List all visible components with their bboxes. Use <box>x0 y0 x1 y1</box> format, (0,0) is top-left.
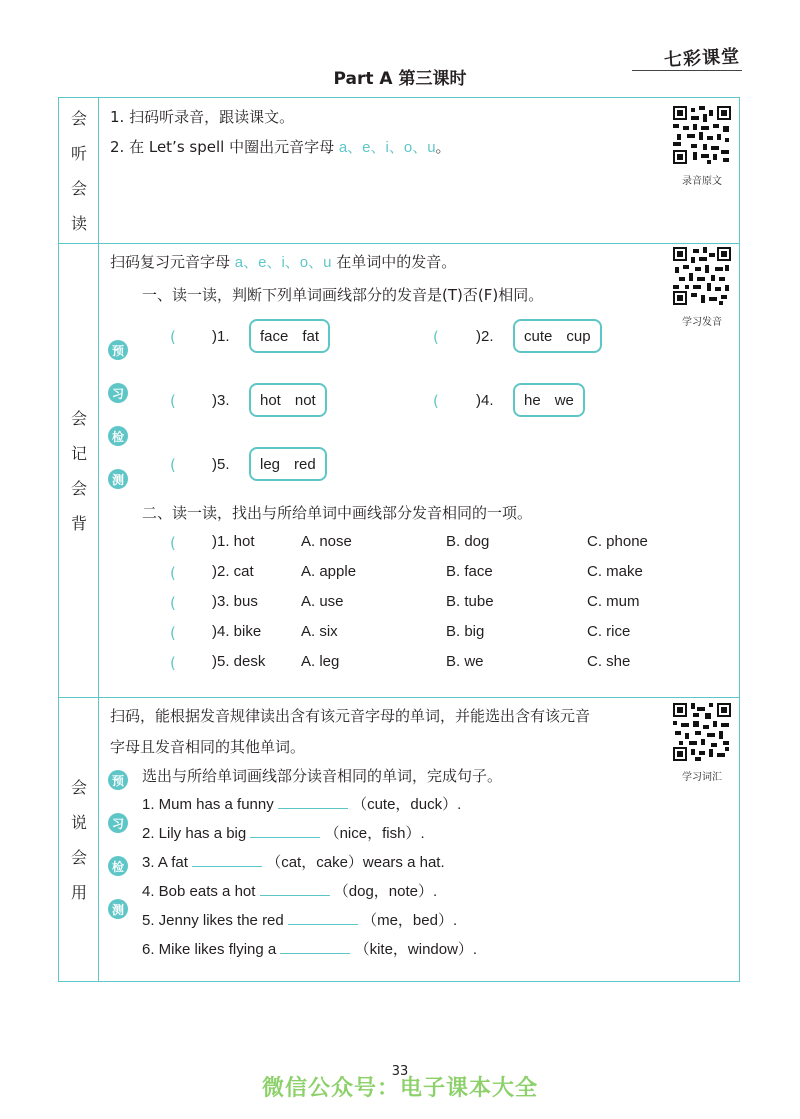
badge-xi: 习 <box>108 813 128 833</box>
question: )3. bus <box>212 593 258 610</box>
word: face <box>260 327 289 345</box>
answer-blank[interactable] <box>278 794 348 809</box>
badge-ce: 测 <box>108 899 128 919</box>
sentence-text: 6. Mike likes flying a <box>142 941 277 958</box>
answer-blank[interactable] <box>260 881 330 896</box>
answer-blank[interactable] <box>250 823 320 838</box>
sec3-task: 选出与所给单词画线部分读音相同的单词，完成句子。 <box>142 767 503 785</box>
option-c[interactable]: C. rice <box>587 623 631 640</box>
word-pair-box <box>513 383 585 417</box>
sentence-options: （dog，note）. <box>333 883 438 900</box>
answer-paren[interactable]: ( <box>170 624 176 642</box>
word: not <box>294 391 316 409</box>
option-c[interactable]: C. make <box>587 563 643 580</box>
sentence-options: （me，bed）. <box>362 912 458 929</box>
answer-paren[interactable]: ( <box>170 534 176 552</box>
answer-blank[interactable] <box>288 910 358 925</box>
side-char: 会 <box>70 848 87 867</box>
sentence <box>142 909 457 930</box>
side-char: 会 <box>70 409 87 428</box>
choice-row <box>170 563 643 582</box>
side-char: 用 <box>70 883 87 902</box>
question: )2. cat <box>212 563 254 580</box>
item-num: )4. <box>476 392 494 409</box>
sentence <box>142 851 445 872</box>
sec2-intro-prefix: 扫码复习元音字母 <box>110 253 235 271</box>
answer-paren[interactable]: ( <box>170 456 176 474</box>
badge-xi: 习 <box>108 383 128 403</box>
sentence-text: 5. Jenny likes the red <box>142 912 284 929</box>
answer-blank[interactable] <box>280 939 350 954</box>
option-a[interactable]: A. leg <box>301 653 340 670</box>
option-b[interactable]: B. face <box>446 563 493 580</box>
sentence-text: 3. A fat <box>142 854 188 871</box>
item-num: )3. <box>212 392 230 409</box>
section1-side-label <box>60 99 98 243</box>
item-num: )5. <box>212 456 230 473</box>
qr-label: 学习发音 <box>682 317 722 328</box>
sentence-text: 1. Mum has a funny <box>142 796 274 813</box>
option-a[interactable]: A. six <box>301 623 338 640</box>
sentence-options: （cat，cake）wears a hat. <box>266 854 445 871</box>
side-char: 说 <box>70 813 87 832</box>
brand-logo: 七彩课堂 <box>663 46 741 71</box>
qr-label: 学习词汇 <box>682 772 722 783</box>
sec1-line2-suffix: 。 <box>435 138 451 156</box>
option-c[interactable]: C. mum <box>587 593 640 610</box>
part1-title: 一、读一读，判断下列单词画线部分的发音是(T)否(F)相同。 <box>142 286 544 304</box>
sec3-intro-line1: 扫码，能根据发音规律读出含有该元音字母的单词，并能选出含有该元音 <box>110 707 591 725</box>
qr-code-icon[interactable] <box>673 106 731 164</box>
option-b[interactable]: B. we <box>446 653 484 670</box>
part2-title: 二、读一读，找出与所给单词中画线部分发音相同的一项。 <box>142 504 533 522</box>
sentence-options: （kite，window）. <box>354 941 478 958</box>
answer-paren[interactable]: ( <box>170 392 176 410</box>
watermark: 微信公众号：电子课本大全 <box>261 1076 538 1101</box>
word-pair-box <box>513 319 602 353</box>
answer-paren[interactable]: ( <box>433 328 439 346</box>
answer-blank[interactable] <box>192 852 262 867</box>
sentence-options: （nice，fish）. <box>324 825 425 842</box>
option-b[interactable]: B. dog <box>446 533 490 550</box>
word: red <box>294 455 316 473</box>
sec2-intro <box>110 251 456 272</box>
section-divider-2 <box>58 697 740 698</box>
qr-code-icon[interactable] <box>673 703 731 761</box>
column-divider <box>98 97 99 982</box>
side-char: 会 <box>70 778 87 797</box>
section-divider-1 <box>58 243 740 244</box>
option-a[interactable]: A. nose <box>301 533 352 550</box>
word: cup <box>566 327 591 345</box>
word-pair-box <box>249 383 327 417</box>
badge-jian: 检 <box>108 856 128 876</box>
answer-paren[interactable]: ( <box>170 564 176 582</box>
badge-ce: 测 <box>108 469 128 489</box>
section2-side-label <box>60 245 98 697</box>
side-char: 会 <box>70 109 87 128</box>
sentence <box>142 938 477 959</box>
badge-yu: 预 <box>108 770 128 790</box>
side-char: 背 <box>70 514 87 533</box>
word: he <box>524 391 541 409</box>
option-a[interactable]: A. use <box>301 593 344 610</box>
item-num: )2. <box>476 328 494 345</box>
sec2-intro-suffix: 在单词中的发音。 <box>331 253 457 271</box>
sentence <box>142 822 425 843</box>
section3-side-label <box>60 699 98 981</box>
side-char: 读 <box>70 214 87 233</box>
sec3-intro-line2: 字母且发音相同的其他单词。 <box>110 738 306 756</box>
word: hot <box>260 391 281 409</box>
item-num: )1. <box>212 328 230 345</box>
choice-row <box>170 653 631 672</box>
vowel-letters: a、e、i、o、u <box>338 139 436 156</box>
question: )4. bike <box>212 623 262 640</box>
word-pair-box <box>249 447 327 481</box>
word: cute <box>524 327 553 345</box>
answer-paren[interactable]: ( <box>433 392 439 410</box>
word: fat <box>302 327 320 345</box>
question: )1. hot <box>212 533 255 550</box>
answer-paren[interactable]: ( <box>170 654 176 672</box>
sentence <box>142 793 461 814</box>
sec1-line2-prefix: 2. 在 Let’s spell 中圈出元音字母 <box>110 138 339 156</box>
qr-code-icon[interactable] <box>673 247 731 305</box>
word: we <box>554 391 574 409</box>
badge-yu: 预 <box>108 340 128 360</box>
option-c[interactable]: C. phone <box>587 533 648 550</box>
choice-row <box>170 623 631 642</box>
choice-row <box>170 533 648 552</box>
sentence-options: （cute，duck）. <box>352 796 462 813</box>
vowel-letters: a、e、i、o、u <box>234 254 332 271</box>
answer-paren[interactable]: ( <box>170 594 176 612</box>
side-char: 听 <box>70 144 87 163</box>
sec1-line1: 1. 扫码听录音，跟读课文。 <box>110 108 295 126</box>
option-a[interactable]: A. apple <box>301 563 357 580</box>
option-b[interactable]: B. big <box>446 623 485 640</box>
word-pair-box <box>249 319 330 353</box>
qr-label: 录音原文 <box>682 176 722 187</box>
side-char: 记 <box>70 444 87 463</box>
question: )5. desk <box>212 653 266 670</box>
option-c[interactable]: C. she <box>587 653 631 670</box>
page-title: Part A 第三课时 <box>333 69 467 89</box>
side-char: 会 <box>70 179 87 198</box>
sentence-text: 4. Bob eats a hot <box>142 883 256 900</box>
sentence-text: 2. Lily has a big <box>142 825 247 842</box>
side-char: 会 <box>70 479 87 498</box>
word: leg <box>260 455 281 473</box>
option-b[interactable]: B. tube <box>446 593 494 610</box>
choice-row <box>170 593 640 612</box>
answer-paren[interactable]: ( <box>170 328 176 346</box>
sentence <box>142 880 437 901</box>
sec1-line2 <box>110 136 451 157</box>
badge-jian: 检 <box>108 426 128 446</box>
page-number: 33 <box>391 1064 409 1079</box>
